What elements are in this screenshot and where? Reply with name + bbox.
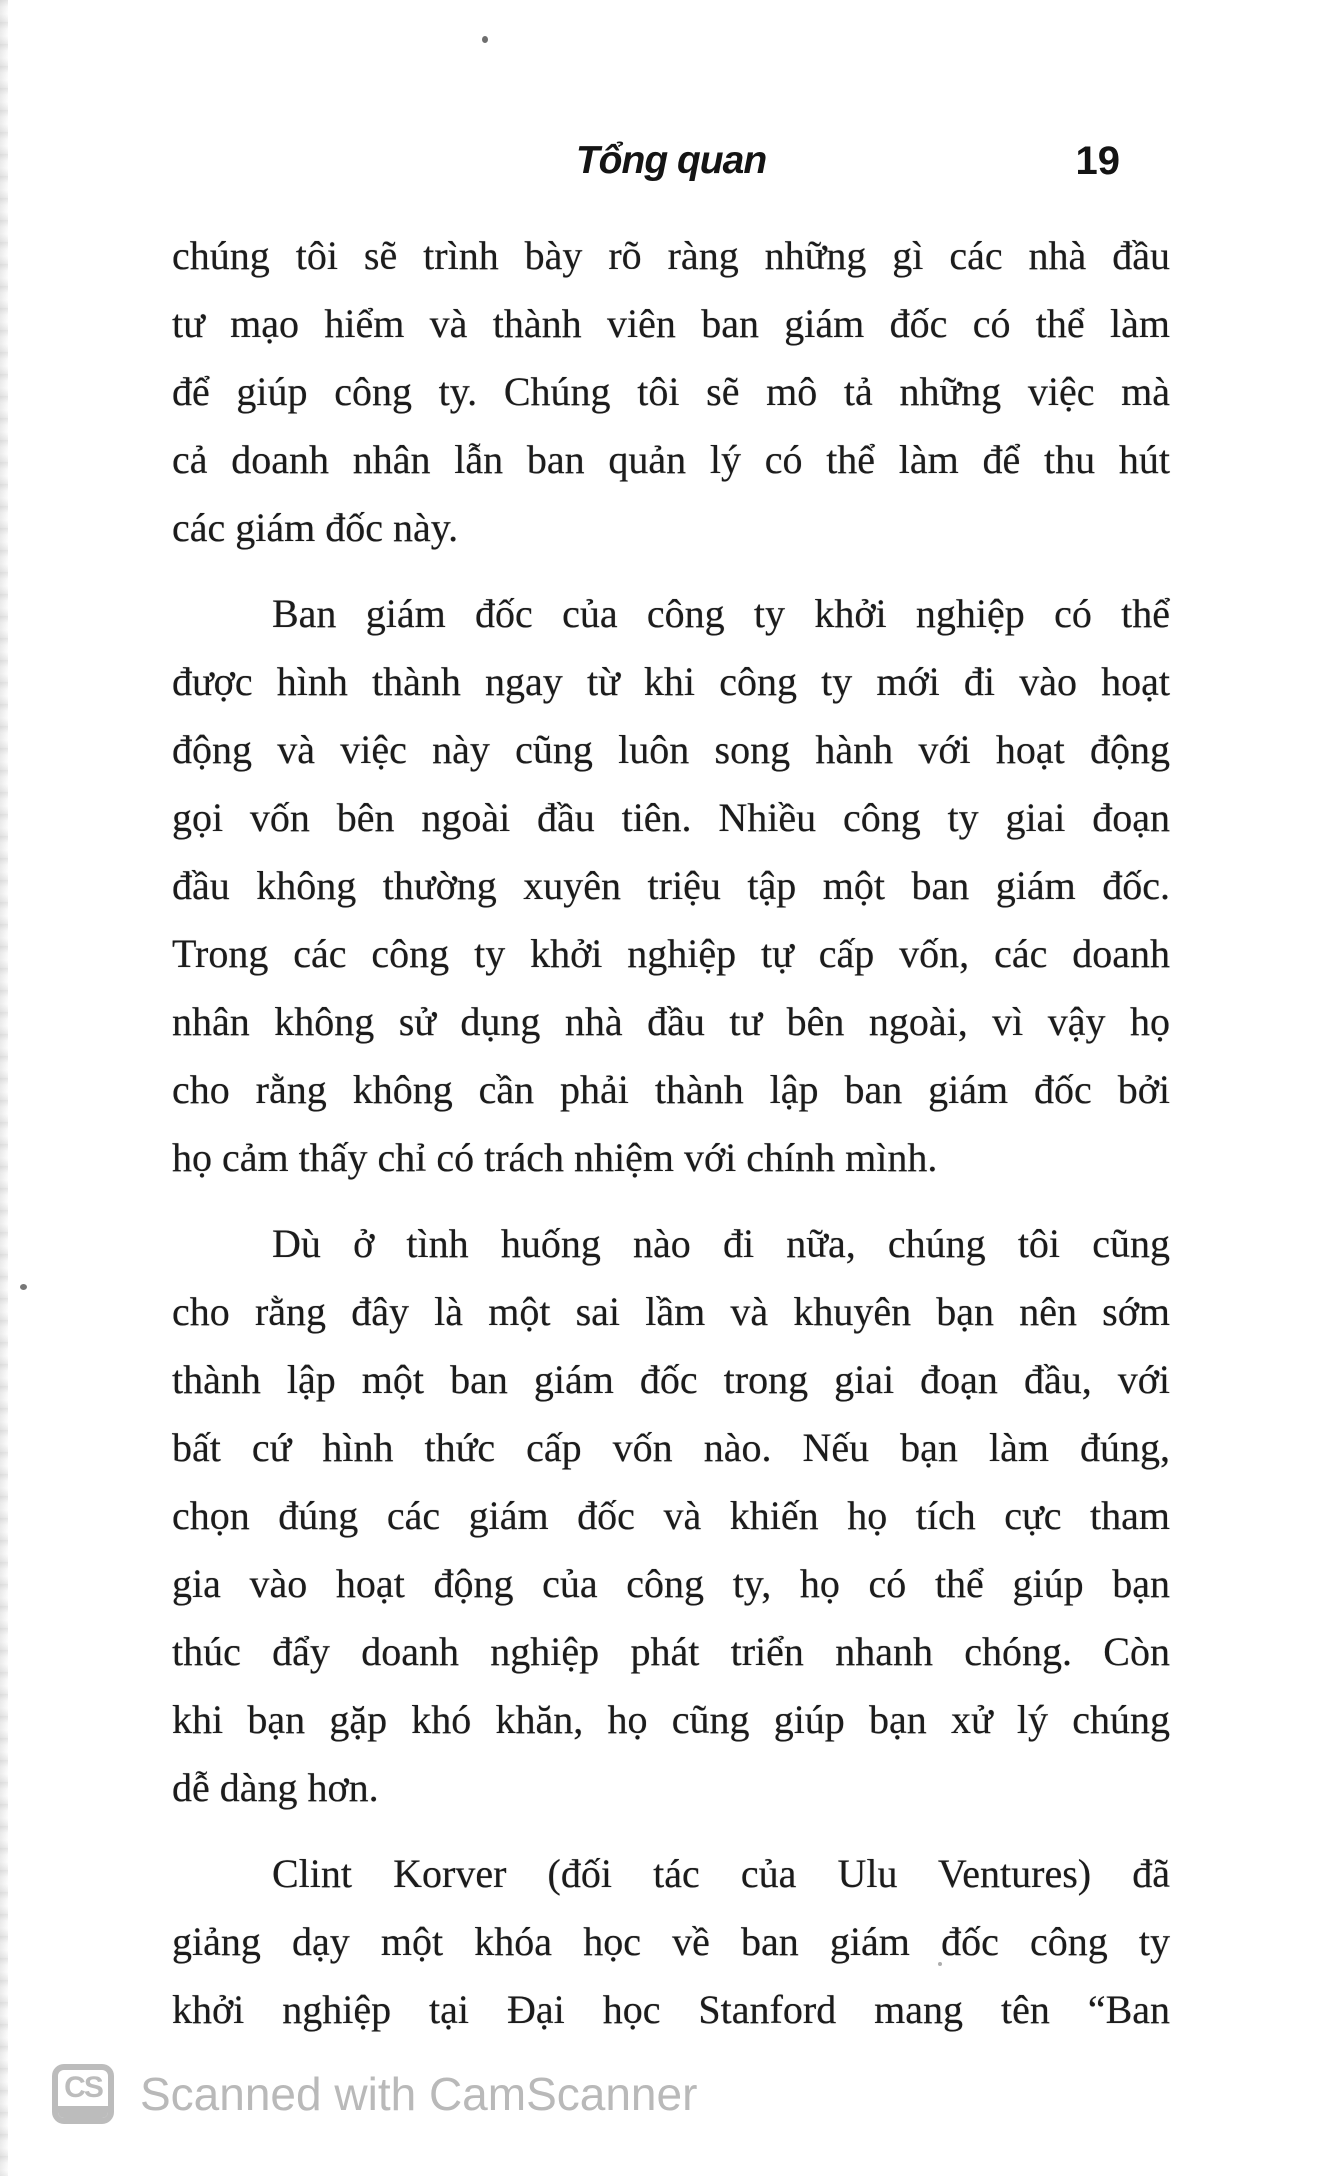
watermark-text: Scanned with CamScanner xyxy=(140,2068,698,2120)
text-line: tư mạo hiểm và thành viên ban giám đốc có thể làm xyxy=(172,301,1170,346)
text-line: gia vào hoạt động của công ty, họ có thể giúp bạn xyxy=(172,1561,1170,1606)
text-line: động và việc này cũng luôn song hành với hoạt động xyxy=(172,727,1170,772)
paragraph xyxy=(172,1210,1170,1822)
text-line: chọn đúng các giám đốc và khiến họ tích cực tham xyxy=(172,1493,1170,1538)
camscanner-logo-letters: CS xyxy=(64,2071,102,2104)
text-line: Ban giám đốc của công ty khởi nghiệp có thể xyxy=(272,591,1170,636)
camscanner-logo-icon xyxy=(52,2064,114,2124)
text-line: Clint Korver (đối tác của Ulu Ventures) đã xyxy=(272,1851,1170,1896)
scan-edge-artifact xyxy=(0,0,8,2176)
text-line: khi bạn gặp khó khăn, họ cũng giúp bạn xử lý chúng xyxy=(172,1697,1170,1742)
text-line: nhân không sử dụng nhà đầu tư bên ngoài, vì vậy họ xyxy=(172,999,1170,1044)
text-line: giảng dạy một khóa học về ban giám đốc công ty xyxy=(172,1919,1170,1964)
text-line: gọi vốn bên ngoài đầu tiên. Nhiều công ty giai đoạn xyxy=(172,795,1170,840)
text-line: Trong các công ty khởi nghiệp tự cấp vốn, các doanh xyxy=(172,931,1170,976)
text-line: dễ dàng hơn. xyxy=(172,1765,379,1810)
text-line: cả doanh nhân lẫn ban quản lý có thể làm để thu hút xyxy=(172,437,1170,482)
text-line: để giúp công ty. Chúng tôi sẽ mô tả những việc mà xyxy=(172,369,1170,414)
page-header xyxy=(172,130,1170,192)
camscanner-logo-bar xyxy=(58,2106,108,2118)
text-line: đầu không thường xuyên triệu tập một ban giám đốc. xyxy=(172,863,1170,908)
text-line: cho rằng đây là một sai lầm và khuyên bạn nên sớm xyxy=(172,1289,1170,1334)
text-line: bất cứ hình thức cấp vốn nào. Nếu bạn làm đúng, xyxy=(172,1425,1170,1470)
text-line: họ cảm thấy chỉ có trách nhiệm với chính mình. xyxy=(172,1135,938,1180)
text-line: Dù ở tình huống nào đi nữa, chúng tôi cũng xyxy=(272,1221,1170,1266)
running-header-title: Tổng quan xyxy=(575,139,767,182)
paragraph xyxy=(172,222,1170,562)
text-line: thành lập một ban giám đốc trong giai đoạn đầu, với xyxy=(172,1357,1170,1402)
text-line: khởi nghiệp tại Đại học Stanford mang tên “Ban xyxy=(172,1987,1170,2032)
text-line: chúng tôi sẽ trình bày rõ ràng những gì các nhà đầu xyxy=(172,233,1170,278)
text-line: được hình thành ngay từ khi công ty mới đi vào hoạt xyxy=(172,659,1170,704)
page-number: 19 xyxy=(1075,139,1120,183)
camscanner-watermark xyxy=(52,2064,697,2124)
body-text xyxy=(172,222,1170,2044)
scan-speck xyxy=(20,1284,27,1290)
text-line: các giám đốc này. xyxy=(172,505,459,550)
text-line: cho rằng không cần phải thành lập ban giám đốc bởi xyxy=(172,1067,1170,1112)
paragraph xyxy=(172,1840,1170,2044)
scan-speck xyxy=(482,36,488,43)
paragraph xyxy=(172,580,1170,1192)
text-line: thúc đẩy doanh nghiệp phát triển nhanh chóng. Còn xyxy=(172,1629,1170,1674)
